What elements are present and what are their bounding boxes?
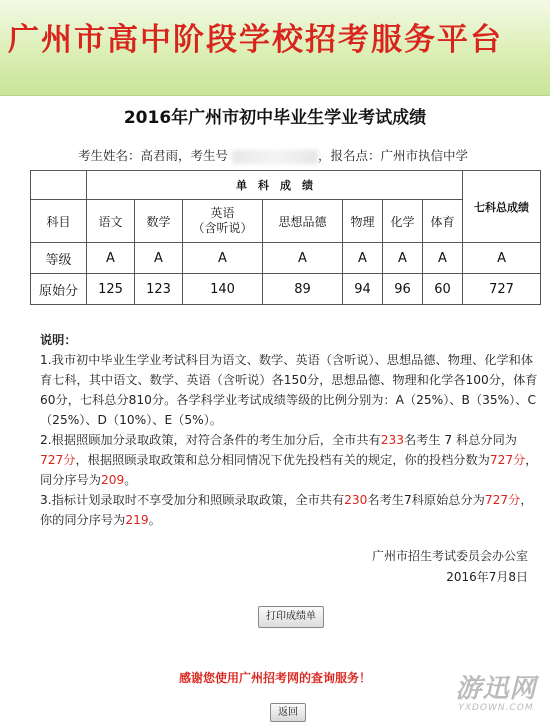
watermark-subtext: YXDOWN.COM xyxy=(458,703,534,713)
note-text: ，根据照顾录取政策和总分相同情况下优先投档有关的规定，你的投档分数为 xyxy=(75,453,490,467)
exam-number-label: ，考生号 xyxy=(178,148,229,163)
raw-label: 原始分 xyxy=(31,274,87,305)
subject-moral: 思想品德 xyxy=(263,200,343,243)
raw-score-row xyxy=(31,274,541,305)
total-raw-cell: 727 xyxy=(463,274,541,305)
notes-heading: 说明： xyxy=(40,333,77,347)
note-item-2 xyxy=(40,430,538,490)
subject-physics: 物理 xyxy=(343,200,383,243)
grade-cell: A xyxy=(343,243,383,274)
grade-cell: A xyxy=(135,243,183,274)
note-text: 2.根据照顾加分录取政策，对符合条件的考生加分后，全市共有 xyxy=(40,433,381,447)
back-button[interactable]: 返回 xyxy=(270,703,306,722)
grade-cell: A xyxy=(423,243,463,274)
notes-section xyxy=(40,330,538,530)
note-highlight: 230 xyxy=(344,493,368,507)
raw-score-cell: 123 xyxy=(135,274,183,305)
site-name: 广州市执信中学 xyxy=(380,148,469,163)
raw-score-cell: 96 xyxy=(383,274,423,305)
print-transcript-button[interactable]: 打印成绩单 xyxy=(258,606,324,628)
student-info xyxy=(78,146,468,164)
note-text: 名考生 7 科总分同为 xyxy=(403,433,517,447)
note-highlight: 209 xyxy=(100,473,125,487)
raw-score-cell: 125 xyxy=(87,274,135,305)
site-label: ，报名点： xyxy=(318,148,381,163)
note-text: ，同分序号为 xyxy=(40,453,538,487)
note-highlight: 727分 xyxy=(40,453,76,467)
total-header: 七科总成绩 xyxy=(463,171,541,243)
grade-row xyxy=(31,243,541,274)
watermark-text: 游迅网 xyxy=(455,674,537,704)
note-text: ，你的同分序号为 xyxy=(40,493,533,527)
corner-cell xyxy=(31,171,87,200)
subject-chinese: 语文 xyxy=(87,200,135,243)
raw-score-cell: 94 xyxy=(343,274,383,305)
raw-score-cell: 140 xyxy=(183,274,263,305)
note-highlight: 233 xyxy=(380,433,404,447)
note-highlight: 219 xyxy=(125,513,149,527)
grade-label: 等级 xyxy=(31,243,87,274)
note-highlight: 727分 xyxy=(489,453,526,467)
raw-score-cell: 60 xyxy=(423,274,463,305)
note-highlight: 727分 xyxy=(484,493,521,507)
note-text: 3.指标计划录取时不享受加分和照顾录取政策，全市共有 xyxy=(40,493,345,507)
thanks-message: 感谢您使用广州招考网的查询服务！ xyxy=(178,671,371,685)
note-text: 名考生7科原始总分为 xyxy=(367,493,485,507)
subject-label: 科目 xyxy=(31,200,87,243)
page-title: 2016年广州市初中毕业生学业考试成绩 xyxy=(123,108,427,128)
signature-block xyxy=(372,546,528,588)
site-title: 广州市高中阶段学校招考服务平台 xyxy=(8,22,503,58)
raw-score-cell: 89 xyxy=(263,274,343,305)
grade-cell: A xyxy=(183,243,263,274)
score-table xyxy=(30,170,541,305)
grade-cell: A xyxy=(383,243,423,274)
note-item-1: 1.我市初中毕业生学业考试科目为语文、数学、英语（含听说）、思想品德、物理、化学和体育七科，其中语文、数学、英语（含听说）各150分，思想品德、物理和化学各100分，体育60分，七科总分810分。各学科学业考试成绩等级的比例分别为：A（25%）、B（35%）、C（25%）、D（10%）、E（5%）。 xyxy=(40,353,538,427)
note-text: 。 xyxy=(148,513,161,527)
note-item-3 xyxy=(40,490,538,530)
grade-cell: A xyxy=(263,243,343,274)
subject-math: 数学 xyxy=(135,200,183,243)
subject-pe: 体育 xyxy=(423,200,463,243)
subject-english: 英语 （含听说） xyxy=(183,200,263,243)
note-text: 。 xyxy=(124,473,137,487)
name-label: 考生姓名： xyxy=(78,148,141,163)
student-name: 高君雨 xyxy=(140,148,179,163)
subject-chemistry: 化学 xyxy=(383,200,423,243)
issuing-office: 广州市招生考试委员会办公室 xyxy=(371,549,528,563)
watermark-logo xyxy=(448,668,544,713)
header-banner xyxy=(0,0,550,96)
single-subject-header: 单 科 成 绩 xyxy=(87,171,463,200)
issue-date: 2016年7月8日 xyxy=(446,570,528,584)
exam-number-redacted xyxy=(232,150,318,164)
grade-cell: A xyxy=(87,243,135,274)
total-grade-cell: A xyxy=(463,243,541,274)
